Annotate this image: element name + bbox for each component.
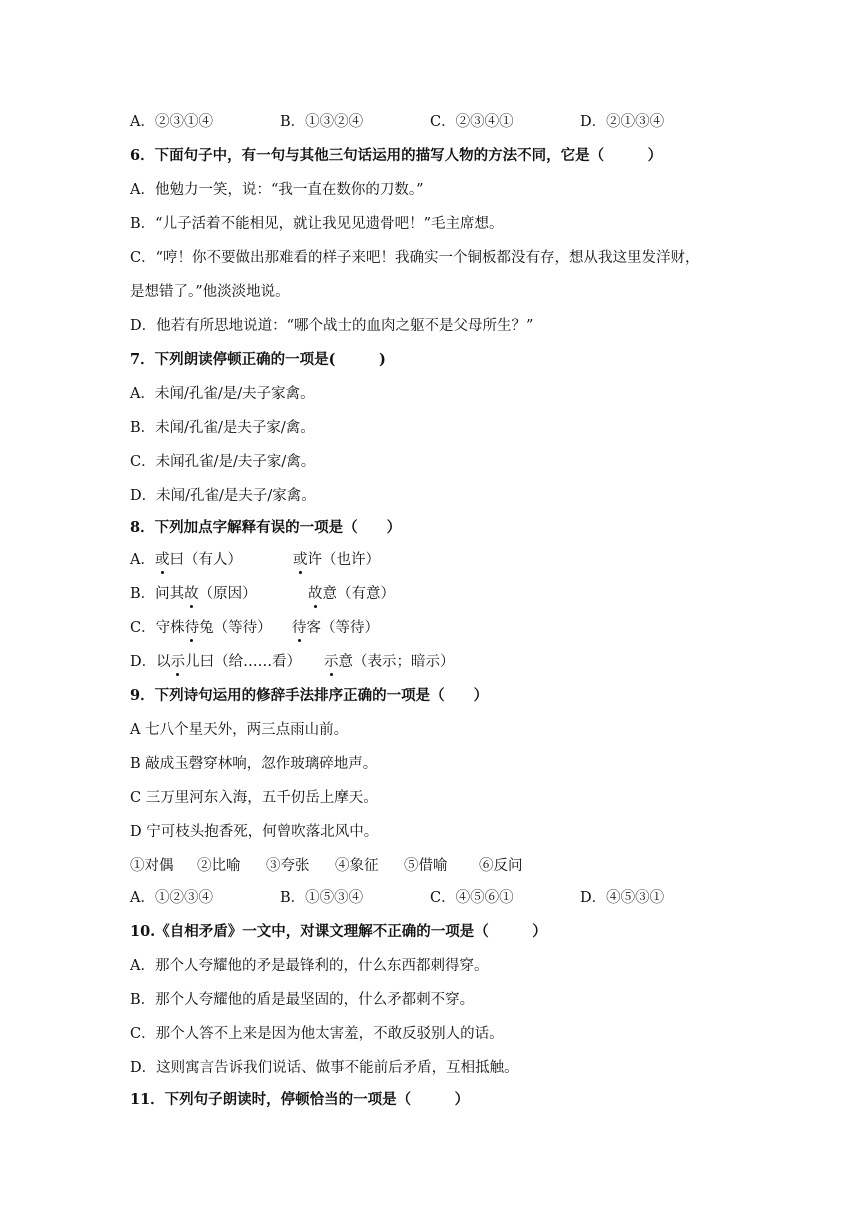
q8-d-prefix: D．以 xyxy=(130,654,171,670)
q7-option-c: C．未闻孔雀/是/夫子家/禽。 xyxy=(130,454,316,470)
q9-poem-a: A 七八个星天外，两三点雨山前。 xyxy=(130,722,349,738)
q8-b-dotted-char: 故 xyxy=(184,586,199,602)
q6-option-b: B．“儿子活着不能相见，就让我见见遗骨吧！”毛主席想。 xyxy=(130,216,504,232)
q9-method-1: ①对偶 xyxy=(130,858,174,874)
q8-d-second-term xyxy=(324,652,455,672)
q8-b2-dotted-char: 故 xyxy=(308,586,323,602)
q9-method-6: ⑥反问 xyxy=(479,858,523,874)
q8-c-rest: 兔（等待） xyxy=(199,620,272,636)
q9-poem-d: D 宁可枝头抱香死，何曾吹落北风中。 xyxy=(130,824,379,840)
q8-d-rest: 儿曰（给……看） xyxy=(185,654,302,670)
q9-method-2: ②比喻 xyxy=(197,858,241,874)
q8-a2-dotted-char: 或 xyxy=(293,552,308,568)
q8-b-rest: （原因） xyxy=(198,586,257,602)
q8-c2-rest: 客（等待） xyxy=(306,620,379,636)
q8-a2-rest: 许（也许） xyxy=(307,552,380,568)
q8-a-second-term xyxy=(293,550,380,570)
q7-stem: 7．下列朗读停顿正确的一项是( ) xyxy=(130,351,386,368)
q8-option-d xyxy=(130,652,455,672)
q8-c-second-term xyxy=(292,618,379,638)
q9-poem-c: C 三万里河东入海，五千仞岳上摩天。 xyxy=(130,790,378,806)
q8-b-prefix: B．问其 xyxy=(130,586,185,602)
q8-b-second-term xyxy=(308,584,395,604)
q8-c-prefix: C．守株 xyxy=(130,620,185,636)
q8-a-prefix: A． xyxy=(130,552,155,568)
q5-option-d: D．②①③④ xyxy=(580,114,665,130)
q8-d2-dotted-char: 示 xyxy=(324,654,339,670)
q6-option-a: A．他勉力一笑，说：“我一直在数你的刀数。” xyxy=(130,182,424,198)
q8-a-rest: 曰（有人） xyxy=(169,552,242,568)
q10-stem: 10.《自相矛盾》一文中，对课文理解不正确的一项是（ ） xyxy=(130,923,547,940)
q9-option-d: D．④⑤③① xyxy=(580,890,665,906)
q8-option-b xyxy=(130,584,395,604)
q8-c-dotted-char: 待 xyxy=(184,620,200,636)
q10-option-a: A．那个人夸耀他的矛是最锋利的，什么东西都刺得穿。 xyxy=(130,958,489,974)
q7-option-d: D．未闻/孔雀/是夫子/家禽。 xyxy=(130,488,316,504)
q6-option-c-line1: C．“哼！你不要做出那难看的样子来吧！我确实一个铜板都没有存，想从我这里发洋财， xyxy=(130,250,700,266)
q9-option-a: A．①②③④ xyxy=(130,890,213,906)
q6-option-c-line2: 是想错了。”他淡淡地说。 xyxy=(130,284,290,300)
q7-option-a: A．未闻/孔雀/是/夫子家禽。 xyxy=(130,386,315,402)
q10-option-b: B．那个人夸耀他的盾是最坚固的，什么矛都刺不穿。 xyxy=(130,992,475,1008)
q9-stem: 9．下列诗句运用的修辞手法排序正确的一项是（ ） xyxy=(130,687,489,704)
q9-poem-b: B 敲成玉磬穿林响，忽作玻璃碎地声。 xyxy=(130,756,378,772)
q9-method-3: ③夸张 xyxy=(266,858,310,874)
q8-a-dotted-char: 或 xyxy=(154,552,170,568)
q8-d2-rest: 意（表示；暗示） xyxy=(338,654,455,670)
q8-c2-dotted-char: 待 xyxy=(292,620,307,636)
q8-b2-rest: 意（有意） xyxy=(322,586,395,602)
q8-option-a xyxy=(130,550,380,570)
q8-d-dotted-char: 示 xyxy=(170,654,186,670)
q6-stem: 6．下面句子中，有一句与其他三句话运用的描写人物的方法不同，它是（ ） xyxy=(130,147,663,164)
q9-method-4: ④象征 xyxy=(335,858,379,874)
q5-option-b: B．①③②④ xyxy=(280,114,364,130)
q9-option-b: B．①⑤③④ xyxy=(280,890,364,906)
q9-option-c: C．④⑤⑥① xyxy=(430,890,514,906)
q6-option-d: D．他若有所思地说道：“哪个战士的血肉之躯不是父母所生？” xyxy=(130,318,534,334)
q10-option-d: D．这则寓言告诉我们说话、做事不能前后矛盾，互相抵触。 xyxy=(130,1060,519,1076)
q5-option-a: A．②③①④ xyxy=(130,114,213,130)
q5-option-c: C．②③④① xyxy=(430,114,514,130)
q9-method-5: ⑤借喻 xyxy=(404,858,448,874)
q8-stem: 8．下列加点字解释有误的一项是（ ） xyxy=(130,519,402,536)
q11-stem: 11．下列句子朗读时，停顿恰当的一项是（ ） xyxy=(130,1091,470,1108)
q7-option-b: B．未闻/孔雀/是夫子家/禽。 xyxy=(130,420,315,436)
q8-option-c xyxy=(130,618,379,638)
q10-option-c: C．那个人答不上来是因为他太害羞，不敢反驳别人的话。 xyxy=(130,1026,504,1042)
